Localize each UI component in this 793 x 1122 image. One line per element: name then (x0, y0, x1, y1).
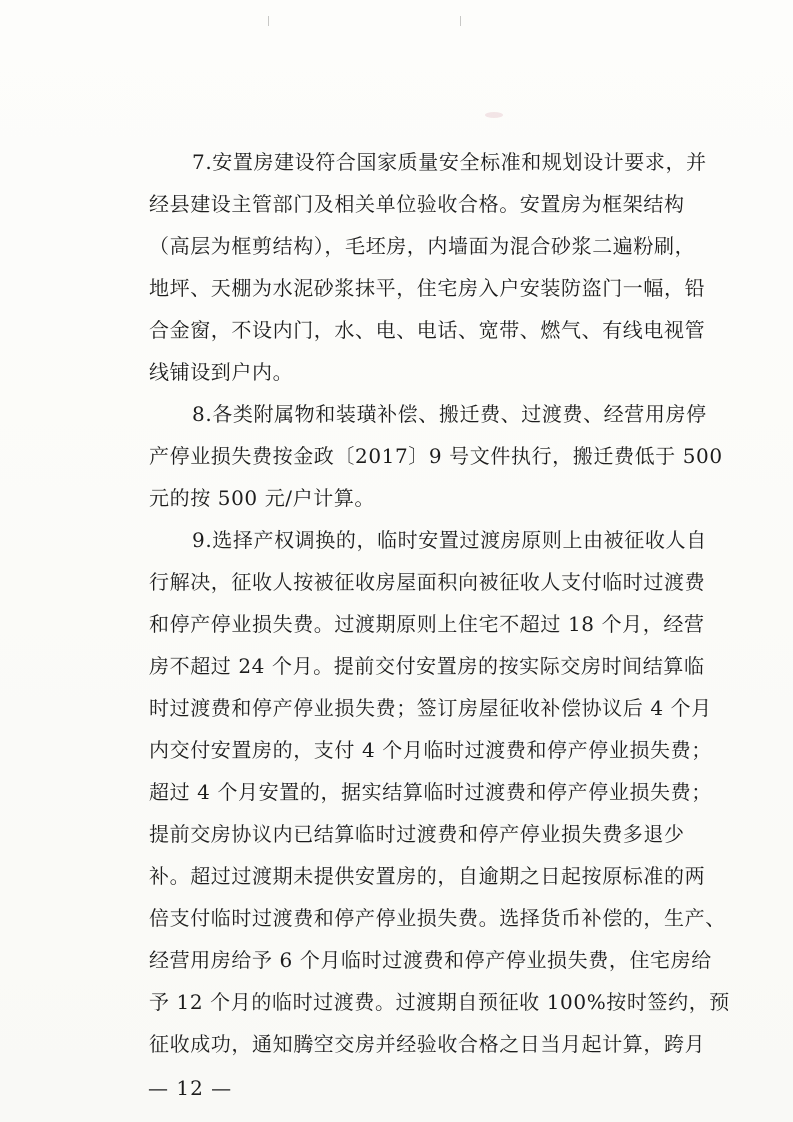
paragraph-9-line-4: 房不超过 24 个月。提前交付安置房的按实际交房时间结算临 (149, 654, 705, 678)
paragraph-7-line-6: 线铺设到户内。 (149, 360, 294, 384)
paragraph-9-line-8: 提前交房协议内已结算临时过渡费和停产停业损失费多退少 (149, 822, 685, 846)
paragraph-9-line-3: 和停产停业损失费。过渡期原则上住宅不超过 18 个月，经营 (149, 612, 705, 636)
page-number: — 12 — (148, 1076, 233, 1100)
paragraph-9-line-7: 超过 4 个月安置的，据实结算临时过渡费和停产停业损失费； (149, 780, 712, 804)
scan-artifact (460, 16, 461, 26)
paragraph-9-line-2: 行解决，征收人按被征收房屋面积向被征收人支付临时过渡费 (149, 570, 706, 594)
paragraph-9-line-13: 征收成功，通知腾空交房并经验收合格之日当月起计算，跨月 (149, 1032, 706, 1056)
paragraph-7-line-4: 地坪、天棚为水泥砂浆抹平，住宅房入户安装防盗门一幅，铅 (149, 276, 706, 300)
stamp-bleed-mark (485, 112, 503, 118)
paragraph-8-line-1: 8.各类附属物和装璜补偿、搬迁费、过渡费、经营用房停 (192, 402, 707, 426)
paragraph-7-line-1: 7.安置房建设符合国家质量安全标准和规划设计要求，并 (192, 150, 707, 174)
paragraph-9-line-5: 时过渡费和停产停业损失费；签订房屋征收补偿协议后 4 个月 (149, 696, 712, 720)
paragraph-7-line-2: 经县建设主管部门及相关单位验收合格。安置房为框架结构 (149, 192, 685, 216)
paragraph-9-line-11: 经营用房给予 6 个月临时过渡费和停产停业损失费，住宅房给 (149, 948, 712, 972)
scan-artifact (268, 16, 269, 26)
paragraph-9-line-9: 补。超过过渡期未提供安置房的，自逾期之日起按原标准的两 (149, 864, 706, 888)
paragraph-7-line-5: 合金窗，不设内门，水、电、电话、宽带、燃气、有线电视管 (149, 318, 706, 342)
paragraph-8-line-2: 产停业损失费按金政〔2017〕9 号文件执行，搬迁费低于 500 (149, 444, 723, 468)
paragraph-8-line-3: 元的按 500 元/户计算。 (149, 486, 376, 510)
paragraph-9-line-10: 倍支付临时过渡费和停产停业损失费。选择货币补偿的，生产、 (149, 906, 726, 930)
paragraph-9-line-6: 内交付安置房的，支付 4 个月临时过渡费和停产停业损失费； (149, 738, 712, 762)
paragraph-9-line-1: 9.选择产权调换的，临时安置过渡房原则上由被征收人自 (192, 528, 707, 552)
paragraph-7-line-3: （高层为框剪结构），毛坯房，内墙面为混合砂浆二遍粉刷， (149, 234, 696, 258)
paragraph-9-line-12: 予 12 个月的临时过渡费。过渡期自预征收 100%按时签约，预 (149, 990, 730, 1014)
